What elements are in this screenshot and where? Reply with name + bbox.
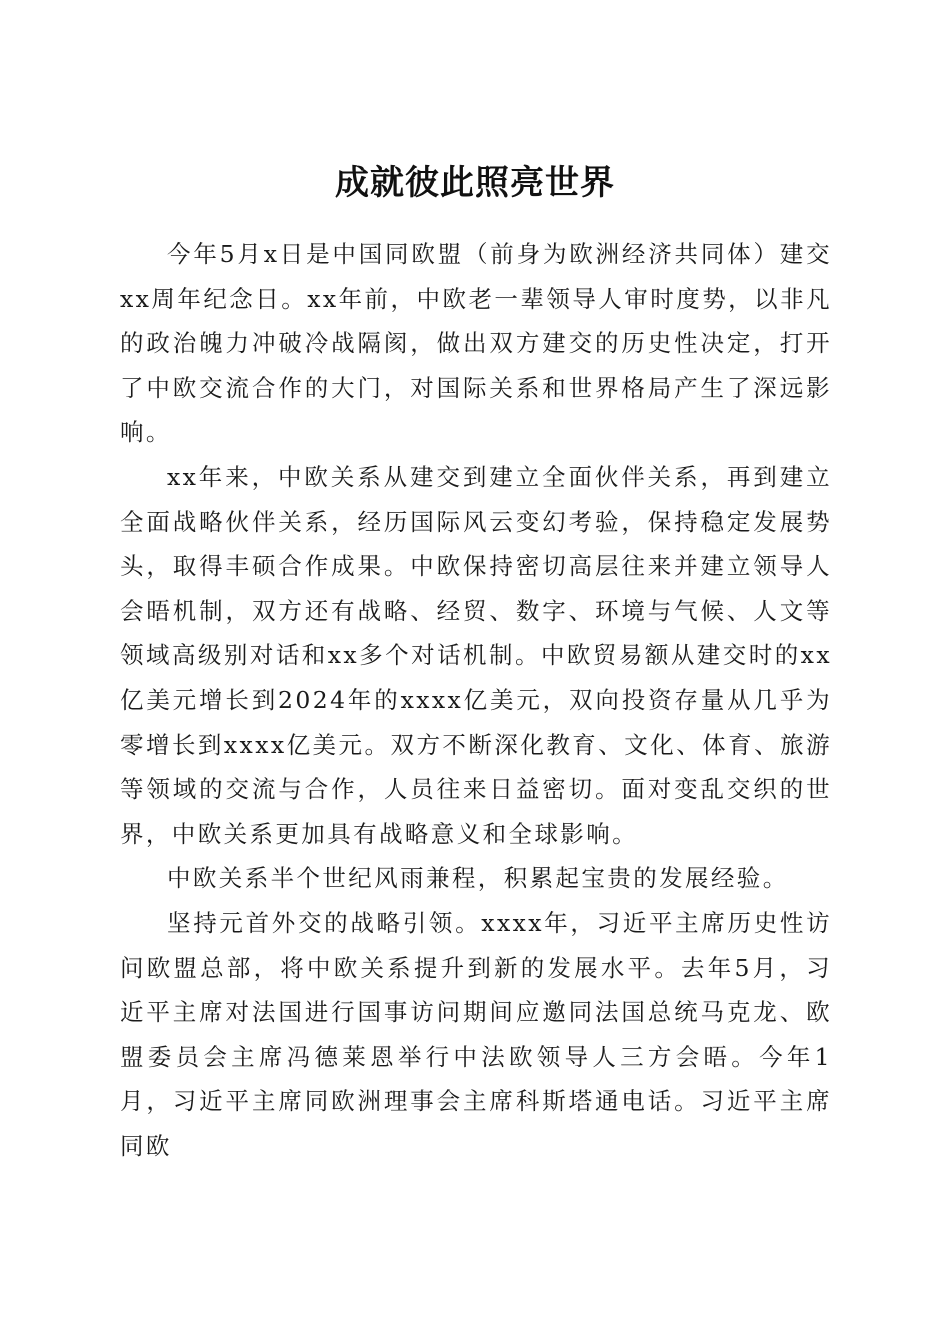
paragraph: xx年来，中欧关系从建交到建立全面伙伴关系，再到建立全面战略伙伴关系，经历国际风云变幻考验，保持稳定发展势头，取得丰硕合作成果。中欧保持密切高层往来并建立领导人会晤机制，双方还有战略、经贸、数字、环境与气候、人文等领域高级别对话和xx多个对话机制。中欧贸易额从建交时的xx亿美元增长到2024年的xxxx亿美元，双向投资存量从几乎为零增长到xxxx亿美元。双方不断深化教育、文化、体育、旅游等领域的交流与合作，人员往来日益密切。面对变乱交织的世界，中欧关系更加具有战略意义和全球影响。 [120, 462, 832, 848]
paragraph: 今年5月x日是中国同欧盟（前身为欧洲经济共同体）建交xx周年纪念日。xx年前，中欧老一辈领导人审时度势，以非凡的政治魄力冲破冷战隔阂，做出双方建交的历史性决定，打开了中欧交流合作的大门，对国际关系和世界格局产生了深远影响。 [120, 240, 832, 447]
paragraph: 坚持元首外交的战略引领。xxxx年，习近平主席历史性访问欧盟总部，将中欧关系提升到新的发展水平。去年5月，习近平主席对法国进行国事访问期间应邀同法国总统马克龙、欧盟委员会主席冯德莱恩举行中法欧领导人三方会晤。今年1月，习近平主席同欧洲理事会主席科斯塔通电话。习近平主席同欧 [120, 908, 832, 1160]
document-title: 成就彼此照亮世界 [335, 162, 615, 203]
paragraph: 中欧关系半个世纪风雨兼程，积累起宝贵的发展经验。 [167, 864, 789, 893]
document-body [120, 232, 832, 1168]
